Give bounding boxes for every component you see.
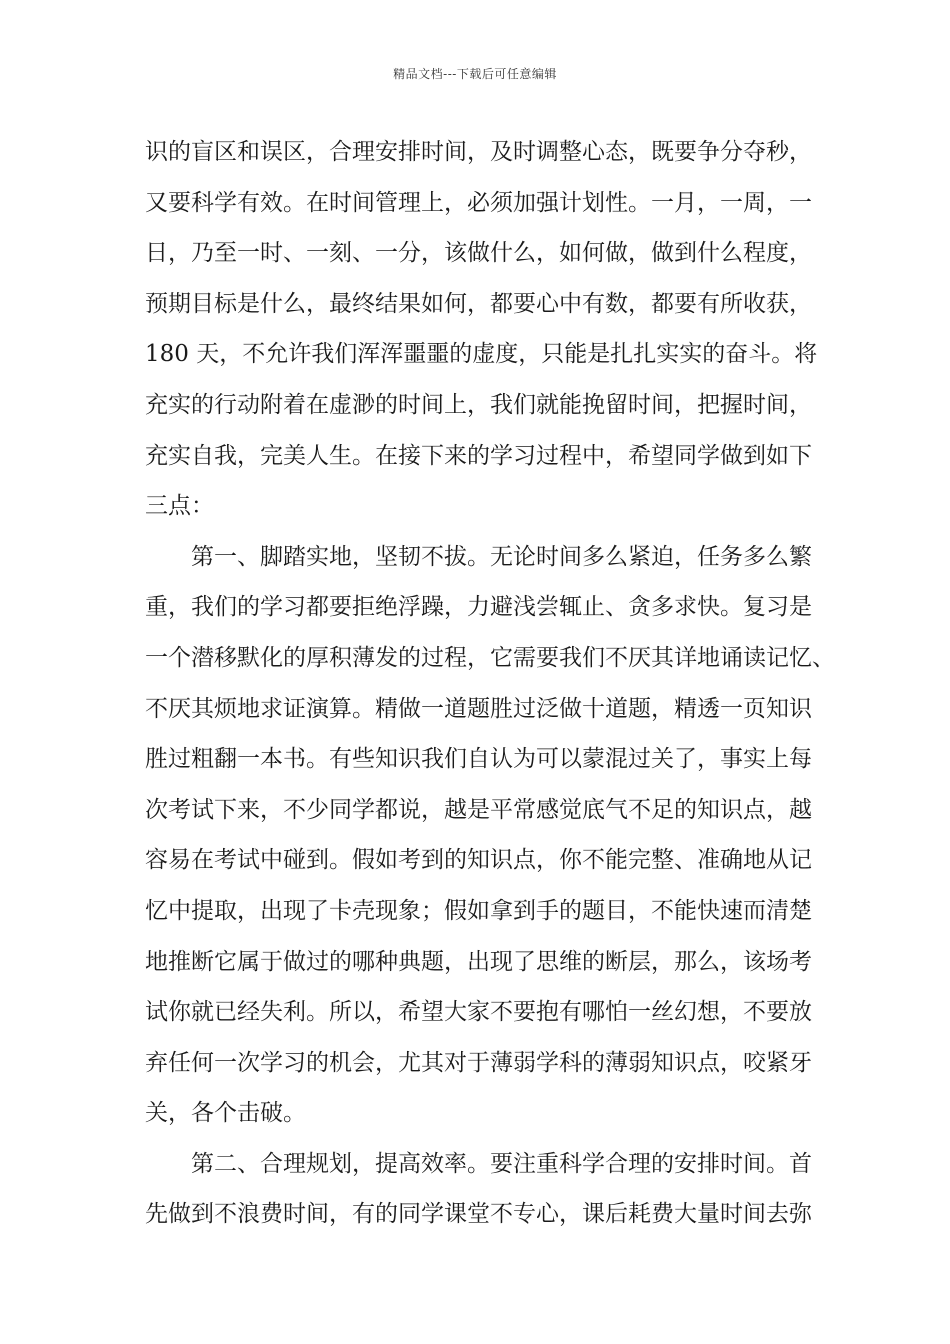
document-body: [145, 127, 835, 1240]
text-line: 充实自我，完美人生。在接下来的学习过程中，希望同学做到如下: [145, 442, 812, 469]
text-line: 三点：: [145, 493, 214, 520]
text-line: 不厌其烦地求证演算。精做一道题胜过泛做十道题，精透一页知识: [145, 695, 812, 722]
text-line: 关，各个击破。: [145, 1100, 306, 1127]
text-line: 忆中提取，出现了卡壳现象；假如拿到手的题目，不能快速而清楚: [145, 897, 812, 924]
text-line: 180 天，不允许我们浑浑噩噩的虚度，只能是扎扎实实的奋斗。将: [145, 341, 818, 368]
text-line: 弃任何一次学习的机会，尤其对于薄弱学科的薄弱知识点，咬紧牙: [145, 1049, 812, 1076]
text-line: 次考试下来，不少同学都说，越是平常感觉底气不足的知识点，越: [145, 796, 812, 823]
text-line: 一个潜移默化的厚积薄发的过程，它需要我们不厌其详地诵读记忆、: [145, 644, 835, 671]
text-line: 识的盲区和误区，合理安排时间，及时调整心态，既要争分夺秒，: [145, 139, 812, 165]
text-line: 重，我们的学习都要拒绝浮躁，力避浅尝辄止、贪多求快。复习是: [145, 594, 812, 621]
text-line: 日，乃至一时、一刻、一分，该做什么，如何做，做到什么程度，: [145, 240, 812, 267]
text-line: 容易在考试中碰到。假如考到的知识点，你不能完整、准确地从记: [145, 847, 812, 874]
text-line: 地推断它属于做过的哪种典题，出现了思维的断层，那么，该场考: [145, 948, 812, 975]
page-header: 精品文档---下载后可任意编辑: [393, 67, 557, 81]
text-line: 胜过粗翻一本书。有些知识我们自认为可以蒙混过关了，事实上每: [145, 746, 812, 773]
paragraph-first-line: 第二、合理规划，提高效率。要注重科学合理的安排时间。首: [191, 1150, 812, 1177]
text-line: 又要科学有效。在时间管理上，必须加强计划性。一月，一周，一: [145, 189, 812, 216]
text-line: 充实的行动附着在虚渺的时间上，我们就能挽留时间，把握时间，: [145, 391, 812, 418]
text-line: 试你就已经失利。所以，希望大家不要抱有哪怕一丝幻想，不要放: [145, 999, 812, 1026]
text-line: 预期目标是什么，最终结果如何，都要心中有数，都要有所收获，: [145, 290, 812, 317]
paragraph-first-line: 第一、脚踏实地，坚韧不拔。无论时间多么紧迫，任务多么繁: [191, 543, 812, 570]
text-line: 先做到不浪费时间，有的同学课堂不专心，课后耗费大量时间去弥: [145, 1201, 812, 1228]
